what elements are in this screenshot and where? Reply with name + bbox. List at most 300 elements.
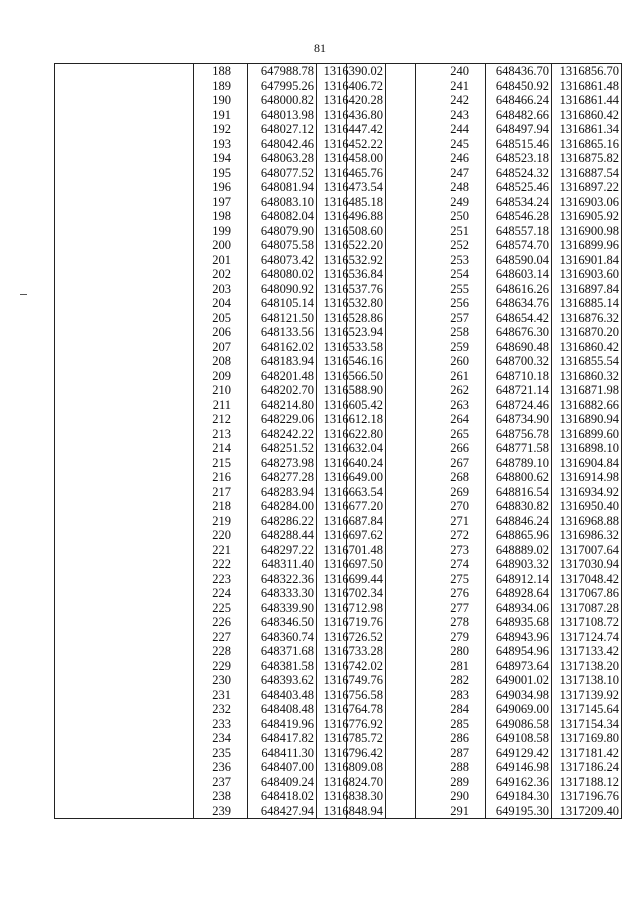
x-coordinate-cell: 648083.10 bbox=[248, 195, 317, 210]
blank-cell bbox=[347, 601, 416, 616]
y-coordinate-cell: 1316903.60 bbox=[552, 267, 622, 282]
x-coordinate-cell: 648534.24 bbox=[486, 195, 552, 210]
point-number-cell: 206 bbox=[194, 325, 248, 340]
x-coordinate-cell: 648525.46 bbox=[486, 180, 552, 195]
blank-cell bbox=[347, 122, 416, 137]
y-coordinate-cell: 1317124.74 bbox=[552, 630, 622, 645]
table-row bbox=[347, 528, 622, 543]
table-row bbox=[347, 282, 622, 297]
table-row bbox=[55, 470, 386, 485]
blank-cell bbox=[347, 93, 416, 108]
blank-cell bbox=[55, 311, 194, 326]
x-coordinate-cell: 648574.70 bbox=[486, 238, 552, 253]
table-row bbox=[347, 543, 622, 558]
x-coordinate-cell: 648079.90 bbox=[248, 224, 317, 239]
blank-cell bbox=[347, 514, 416, 529]
blank-cell bbox=[347, 543, 416, 558]
x-coordinate-cell: 648934.06 bbox=[486, 601, 552, 616]
blank-cell bbox=[347, 79, 416, 94]
point-number-cell: 222 bbox=[194, 557, 248, 572]
point-number-cell: 284 bbox=[416, 702, 486, 717]
point-number-cell: 255 bbox=[416, 282, 486, 297]
blank-cell bbox=[347, 760, 416, 775]
y-coordinate-cell: 1316485.18 bbox=[317, 195, 386, 210]
x-coordinate-cell: 648162.02 bbox=[248, 340, 317, 355]
table-row bbox=[347, 789, 622, 804]
table-row bbox=[347, 717, 622, 732]
blank-cell bbox=[55, 775, 194, 790]
x-coordinate-cell: 648912.14 bbox=[486, 572, 552, 587]
table-row bbox=[55, 224, 386, 239]
point-number-cell: 190 bbox=[194, 93, 248, 108]
y-coordinate-cell: 1316699.44 bbox=[317, 572, 386, 587]
y-coordinate-cell: 1316640.24 bbox=[317, 456, 386, 471]
blank-cell bbox=[55, 209, 194, 224]
blank-cell bbox=[347, 775, 416, 790]
point-number-cell: 228 bbox=[194, 644, 248, 659]
x-coordinate-cell: 648515.46 bbox=[486, 137, 552, 152]
point-number-cell: 253 bbox=[416, 253, 486, 268]
point-number-cell: 264 bbox=[416, 412, 486, 427]
y-coordinate-cell: 1316764.78 bbox=[317, 702, 386, 717]
table-row bbox=[55, 760, 386, 775]
x-coordinate-cell: 648800.62 bbox=[486, 470, 552, 485]
table-row bbox=[55, 601, 386, 616]
y-coordinate-cell: 1316904.84 bbox=[552, 456, 622, 471]
table-row bbox=[347, 702, 622, 717]
point-number-cell: 225 bbox=[194, 601, 248, 616]
y-coordinate-cell: 1316796.42 bbox=[317, 746, 386, 761]
table-row bbox=[347, 731, 622, 746]
y-coordinate-cell: 1316887.54 bbox=[552, 166, 622, 181]
x-coordinate-cell: 648524.32 bbox=[486, 166, 552, 181]
blank-cell bbox=[55, 166, 194, 181]
y-coordinate-cell: 1316871.98 bbox=[552, 383, 622, 398]
x-coordinate-cell: 648346.50 bbox=[248, 615, 317, 630]
point-number-cell: 197 bbox=[194, 195, 248, 210]
point-number-cell: 288 bbox=[416, 760, 486, 775]
y-coordinate-cell: 1317138.10 bbox=[552, 673, 622, 688]
table-row bbox=[347, 253, 622, 268]
x-coordinate-cell: 648590.04 bbox=[486, 253, 552, 268]
blank-cell bbox=[55, 630, 194, 645]
table-row bbox=[55, 499, 386, 514]
x-coordinate-cell: 648700.32 bbox=[486, 354, 552, 369]
page-number: 81 bbox=[314, 41, 326, 55]
y-coordinate-cell: 1316649.00 bbox=[317, 470, 386, 485]
table-row bbox=[55, 93, 386, 108]
blank-cell bbox=[55, 354, 194, 369]
x-coordinate-cell: 648027.12 bbox=[248, 122, 317, 137]
blank-cell bbox=[55, 572, 194, 587]
blank-cell bbox=[55, 151, 194, 166]
x-coordinate-cell: 648242.22 bbox=[248, 427, 317, 442]
blank-cell bbox=[55, 180, 194, 195]
point-number-cell: 198 bbox=[194, 209, 248, 224]
x-coordinate-cell: 648616.26 bbox=[486, 282, 552, 297]
point-number-cell: 205 bbox=[194, 311, 248, 326]
y-coordinate-cell: 1316473.54 bbox=[317, 180, 386, 195]
y-coordinate-cell: 1316756.58 bbox=[317, 688, 386, 703]
blank-cell bbox=[55, 485, 194, 500]
x-coordinate-cell: 648411.30 bbox=[248, 746, 317, 761]
blank-cell bbox=[55, 238, 194, 253]
x-coordinate-cell: 648497.94 bbox=[486, 122, 552, 137]
x-coordinate-cell: 649184.30 bbox=[486, 789, 552, 804]
point-number-cell: 274 bbox=[416, 557, 486, 572]
point-number-cell: 219 bbox=[194, 514, 248, 529]
table-row bbox=[347, 412, 622, 427]
point-number-cell: 260 bbox=[416, 354, 486, 369]
blank-cell bbox=[347, 311, 416, 326]
point-number-cell: 280 bbox=[416, 644, 486, 659]
point-number-cell: 276 bbox=[416, 586, 486, 601]
table-row bbox=[55, 354, 386, 369]
table-row bbox=[55, 311, 386, 326]
x-coordinate-cell: 648075.58 bbox=[248, 238, 317, 253]
table-row bbox=[55, 137, 386, 152]
table-row bbox=[55, 746, 386, 761]
blank-cell bbox=[347, 398, 416, 413]
blank-cell bbox=[55, 644, 194, 659]
x-coordinate-cell: 648546.28 bbox=[486, 209, 552, 224]
blank-cell bbox=[347, 688, 416, 703]
y-coordinate-cell: 1317087.28 bbox=[552, 601, 622, 616]
coordinate-table-right bbox=[346, 63, 622, 819]
y-coordinate-cell: 1316436.80 bbox=[317, 108, 386, 123]
y-coordinate-cell: 1316890.94 bbox=[552, 412, 622, 427]
y-coordinate-cell: 1316508.60 bbox=[317, 224, 386, 239]
point-number-cell: 226 bbox=[194, 615, 248, 630]
blank-cell bbox=[55, 427, 194, 442]
table-row bbox=[347, 180, 622, 195]
table-row bbox=[347, 615, 622, 630]
blank-cell bbox=[55, 340, 194, 355]
point-number-cell: 269 bbox=[416, 485, 486, 500]
x-coordinate-cell: 648418.02 bbox=[248, 789, 317, 804]
y-coordinate-cell: 1316838.30 bbox=[317, 789, 386, 804]
y-coordinate-cell: 1316897.84 bbox=[552, 282, 622, 297]
point-number-cell: 227 bbox=[194, 630, 248, 645]
blank-cell bbox=[347, 282, 416, 297]
blank-cell bbox=[55, 789, 194, 804]
blank-cell bbox=[347, 804, 416, 819]
y-coordinate-cell: 1317108.72 bbox=[552, 615, 622, 630]
point-number-cell: 263 bbox=[416, 398, 486, 413]
y-coordinate-cell: 1317138.20 bbox=[552, 659, 622, 674]
table-row bbox=[347, 238, 622, 253]
point-number-cell: 249 bbox=[416, 195, 486, 210]
y-coordinate-cell: 1316447.42 bbox=[317, 122, 386, 137]
y-coordinate-cell: 1316588.90 bbox=[317, 383, 386, 398]
point-number-cell: 256 bbox=[416, 296, 486, 311]
table-row bbox=[347, 369, 622, 384]
x-coordinate-cell: 648333.30 bbox=[248, 586, 317, 601]
blank-cell bbox=[347, 195, 416, 210]
y-coordinate-cell: 1316726.52 bbox=[317, 630, 386, 645]
x-coordinate-cell: 648090.92 bbox=[248, 282, 317, 297]
table-row bbox=[55, 514, 386, 529]
y-coordinate-cell: 1316855.54 bbox=[552, 354, 622, 369]
x-coordinate-cell: 648229.06 bbox=[248, 412, 317, 427]
table-row bbox=[347, 267, 622, 282]
y-coordinate-cell: 1316390.02 bbox=[317, 64, 386, 79]
point-number-cell: 231 bbox=[194, 688, 248, 703]
x-coordinate-cell: 648371.68 bbox=[248, 644, 317, 659]
blank-cell bbox=[55, 93, 194, 108]
blank-cell bbox=[55, 717, 194, 732]
table-row bbox=[347, 93, 622, 108]
table-row bbox=[55, 456, 386, 471]
y-coordinate-cell: 1316809.08 bbox=[317, 760, 386, 775]
blank-cell bbox=[55, 64, 194, 79]
table-row bbox=[347, 630, 622, 645]
y-coordinate-cell: 1316860.42 bbox=[552, 108, 622, 123]
blank-cell bbox=[347, 340, 416, 355]
point-number-cell: 223 bbox=[194, 572, 248, 587]
x-coordinate-cell: 648277.28 bbox=[248, 470, 317, 485]
table-row bbox=[55, 253, 386, 268]
blank-cell bbox=[55, 456, 194, 471]
point-number-cell: 230 bbox=[194, 673, 248, 688]
x-coordinate-cell: 648690.48 bbox=[486, 340, 552, 355]
blank-cell bbox=[347, 137, 416, 152]
point-number-cell: 195 bbox=[194, 166, 248, 181]
blank-cell bbox=[55, 325, 194, 340]
table-row bbox=[347, 195, 622, 210]
x-coordinate-cell: 649086.58 bbox=[486, 717, 552, 732]
table-row bbox=[55, 702, 386, 717]
y-coordinate-cell: 1316882.66 bbox=[552, 398, 622, 413]
x-coordinate-cell: 648311.40 bbox=[248, 557, 317, 572]
x-coordinate-cell: 648273.98 bbox=[248, 456, 317, 471]
point-number-cell: 221 bbox=[194, 543, 248, 558]
blank-cell bbox=[347, 180, 416, 195]
y-coordinate-cell: 1316663.54 bbox=[317, 485, 386, 500]
table-row bbox=[55, 64, 386, 79]
y-coordinate-cell: 1317030.94 bbox=[552, 557, 622, 572]
table-row bbox=[347, 325, 622, 340]
x-coordinate-cell: 648000.82 bbox=[248, 93, 317, 108]
blank-cell bbox=[347, 456, 416, 471]
y-coordinate-cell: 1316622.80 bbox=[317, 427, 386, 442]
point-number-cell: 258 bbox=[416, 325, 486, 340]
y-coordinate-cell: 1316719.76 bbox=[317, 615, 386, 630]
point-number-cell: 259 bbox=[416, 340, 486, 355]
blank-cell bbox=[347, 325, 416, 340]
blank-cell bbox=[55, 543, 194, 558]
x-coordinate-cell: 648973.64 bbox=[486, 659, 552, 674]
blank-cell bbox=[55, 224, 194, 239]
x-coordinate-cell: 648297.22 bbox=[248, 543, 317, 558]
x-coordinate-cell: 648427.94 bbox=[248, 804, 317, 819]
table-row bbox=[55, 485, 386, 500]
y-coordinate-cell: 1316701.48 bbox=[317, 543, 386, 558]
x-coordinate-cell: 648928.64 bbox=[486, 586, 552, 601]
table-row bbox=[55, 267, 386, 282]
blank-cell bbox=[55, 731, 194, 746]
blank-cell bbox=[347, 673, 416, 688]
y-coordinate-cell: 1316712.98 bbox=[317, 601, 386, 616]
x-coordinate-cell: 648954.96 bbox=[486, 644, 552, 659]
y-coordinate-cell: 1317186.24 bbox=[552, 760, 622, 775]
x-coordinate-cell: 648846.24 bbox=[486, 514, 552, 529]
x-coordinate-cell: 648339.90 bbox=[248, 601, 317, 616]
x-coordinate-cell: 648360.74 bbox=[248, 630, 317, 645]
x-coordinate-cell: 648830.82 bbox=[486, 499, 552, 514]
blank-cell bbox=[55, 528, 194, 543]
x-coordinate-cell: 648935.68 bbox=[486, 615, 552, 630]
point-number-cell: 189 bbox=[194, 79, 248, 94]
table-row bbox=[55, 282, 386, 297]
table-row bbox=[347, 470, 622, 485]
point-number-cell: 224 bbox=[194, 586, 248, 601]
blank-cell bbox=[347, 166, 416, 181]
blank-cell bbox=[347, 731, 416, 746]
y-coordinate-cell: 1316824.70 bbox=[317, 775, 386, 790]
x-coordinate-cell: 648417.82 bbox=[248, 731, 317, 746]
table-row bbox=[55, 441, 386, 456]
table-row bbox=[347, 572, 622, 587]
y-coordinate-cell: 1317145.64 bbox=[552, 702, 622, 717]
point-number-cell: 262 bbox=[416, 383, 486, 398]
table-row bbox=[55, 717, 386, 732]
x-coordinate-cell: 648133.56 bbox=[248, 325, 317, 340]
table-row bbox=[347, 499, 622, 514]
x-coordinate-cell: 648408.48 bbox=[248, 702, 317, 717]
point-number-cell: 201 bbox=[194, 253, 248, 268]
point-number-cell: 242 bbox=[416, 93, 486, 108]
table-row bbox=[347, 586, 622, 601]
point-number-cell: 237 bbox=[194, 775, 248, 790]
blank-cell bbox=[347, 659, 416, 674]
x-coordinate-cell: 649162.36 bbox=[486, 775, 552, 790]
table-row bbox=[55, 238, 386, 253]
point-number-cell: 233 bbox=[194, 717, 248, 732]
blank-cell bbox=[347, 441, 416, 456]
table-row bbox=[347, 644, 622, 659]
table-row bbox=[347, 383, 622, 398]
table-row bbox=[55, 731, 386, 746]
x-coordinate-cell: 648557.18 bbox=[486, 224, 552, 239]
blank-cell bbox=[55, 499, 194, 514]
x-coordinate-cell: 649129.42 bbox=[486, 746, 552, 761]
x-coordinate-cell: 648202.70 bbox=[248, 383, 317, 398]
point-number-cell: 270 bbox=[416, 499, 486, 514]
y-coordinate-cell: 1317048.42 bbox=[552, 572, 622, 587]
y-coordinate-cell: 1317181.42 bbox=[552, 746, 622, 761]
x-coordinate-cell: 648214.80 bbox=[248, 398, 317, 413]
y-coordinate-cell: 1316861.44 bbox=[552, 93, 622, 108]
blank-cell bbox=[55, 441, 194, 456]
table-row bbox=[55, 630, 386, 645]
point-number-cell: 291 bbox=[416, 804, 486, 819]
table-row bbox=[347, 485, 622, 500]
point-number-cell: 266 bbox=[416, 441, 486, 456]
table-row bbox=[347, 427, 622, 442]
point-number-cell: 290 bbox=[416, 789, 486, 804]
blank-cell bbox=[55, 122, 194, 137]
y-coordinate-cell: 1316897.22 bbox=[552, 180, 622, 195]
blank-cell bbox=[347, 267, 416, 282]
blank-cell bbox=[55, 383, 194, 398]
point-number-cell: 210 bbox=[194, 383, 248, 398]
point-number-cell: 272 bbox=[416, 528, 486, 543]
blank-cell bbox=[55, 195, 194, 210]
y-coordinate-cell: 1316901.84 bbox=[552, 253, 622, 268]
point-number-cell: 213 bbox=[194, 427, 248, 442]
x-coordinate-cell: 648756.78 bbox=[486, 427, 552, 442]
point-number-cell: 277 bbox=[416, 601, 486, 616]
blank-cell bbox=[347, 717, 416, 732]
blank-cell bbox=[347, 746, 416, 761]
point-number-cell: 261 bbox=[416, 369, 486, 384]
blank-cell bbox=[55, 296, 194, 311]
y-coordinate-cell: 1316860.42 bbox=[552, 340, 622, 355]
table-row bbox=[347, 775, 622, 790]
x-coordinate-cell: 648081.94 bbox=[248, 180, 317, 195]
point-number-cell: 267 bbox=[416, 456, 486, 471]
y-coordinate-cell: 1316420.28 bbox=[317, 93, 386, 108]
y-coordinate-cell: 1316496.88 bbox=[317, 209, 386, 224]
y-coordinate-cell: 1316465.76 bbox=[317, 166, 386, 181]
x-coordinate-cell: 648042.46 bbox=[248, 137, 317, 152]
table-row bbox=[347, 557, 622, 572]
x-coordinate-cell: 648634.76 bbox=[486, 296, 552, 311]
blank-cell bbox=[55, 369, 194, 384]
blank-cell bbox=[55, 253, 194, 268]
table-row bbox=[55, 108, 386, 123]
point-number-cell: 196 bbox=[194, 180, 248, 195]
y-coordinate-cell: 1317196.76 bbox=[552, 789, 622, 804]
table-row bbox=[55, 79, 386, 94]
table-row bbox=[55, 166, 386, 181]
y-coordinate-cell: 1316532.80 bbox=[317, 296, 386, 311]
y-coordinate-cell: 1316749.76 bbox=[317, 673, 386, 688]
y-coordinate-cell: 1316523.94 bbox=[317, 325, 386, 340]
table-row bbox=[347, 514, 622, 529]
table-row bbox=[55, 586, 386, 601]
y-coordinate-cell: 1316856.70 bbox=[552, 64, 622, 79]
point-number-cell: 235 bbox=[194, 746, 248, 761]
table-row bbox=[55, 296, 386, 311]
table-row bbox=[55, 122, 386, 137]
y-coordinate-cell: 1316605.42 bbox=[317, 398, 386, 413]
x-coordinate-cell: 648419.96 bbox=[248, 717, 317, 732]
x-coordinate-cell: 648073.42 bbox=[248, 253, 317, 268]
y-coordinate-cell: 1317139.92 bbox=[552, 688, 622, 703]
point-number-cell: 278 bbox=[416, 615, 486, 630]
table-row bbox=[347, 296, 622, 311]
point-number-cell: 275 bbox=[416, 572, 486, 587]
y-coordinate-cell: 1316865.16 bbox=[552, 137, 622, 152]
point-number-cell: 271 bbox=[416, 514, 486, 529]
y-coordinate-cell: 1316861.34 bbox=[552, 122, 622, 137]
point-number-cell: 245 bbox=[416, 137, 486, 152]
point-number-cell: 273 bbox=[416, 543, 486, 558]
y-coordinate-cell: 1316986.32 bbox=[552, 528, 622, 543]
x-coordinate-cell: 648450.92 bbox=[486, 79, 552, 94]
point-number-cell: 194 bbox=[194, 151, 248, 166]
x-coordinate-cell: 648654.42 bbox=[486, 311, 552, 326]
blank-cell bbox=[347, 427, 416, 442]
point-number-cell: 279 bbox=[416, 630, 486, 645]
blank-cell bbox=[347, 702, 416, 717]
table-row bbox=[55, 804, 386, 819]
x-coordinate-cell: 648063.28 bbox=[248, 151, 317, 166]
y-coordinate-cell: 1316677.20 bbox=[317, 499, 386, 514]
point-number-cell: 192 bbox=[194, 122, 248, 137]
